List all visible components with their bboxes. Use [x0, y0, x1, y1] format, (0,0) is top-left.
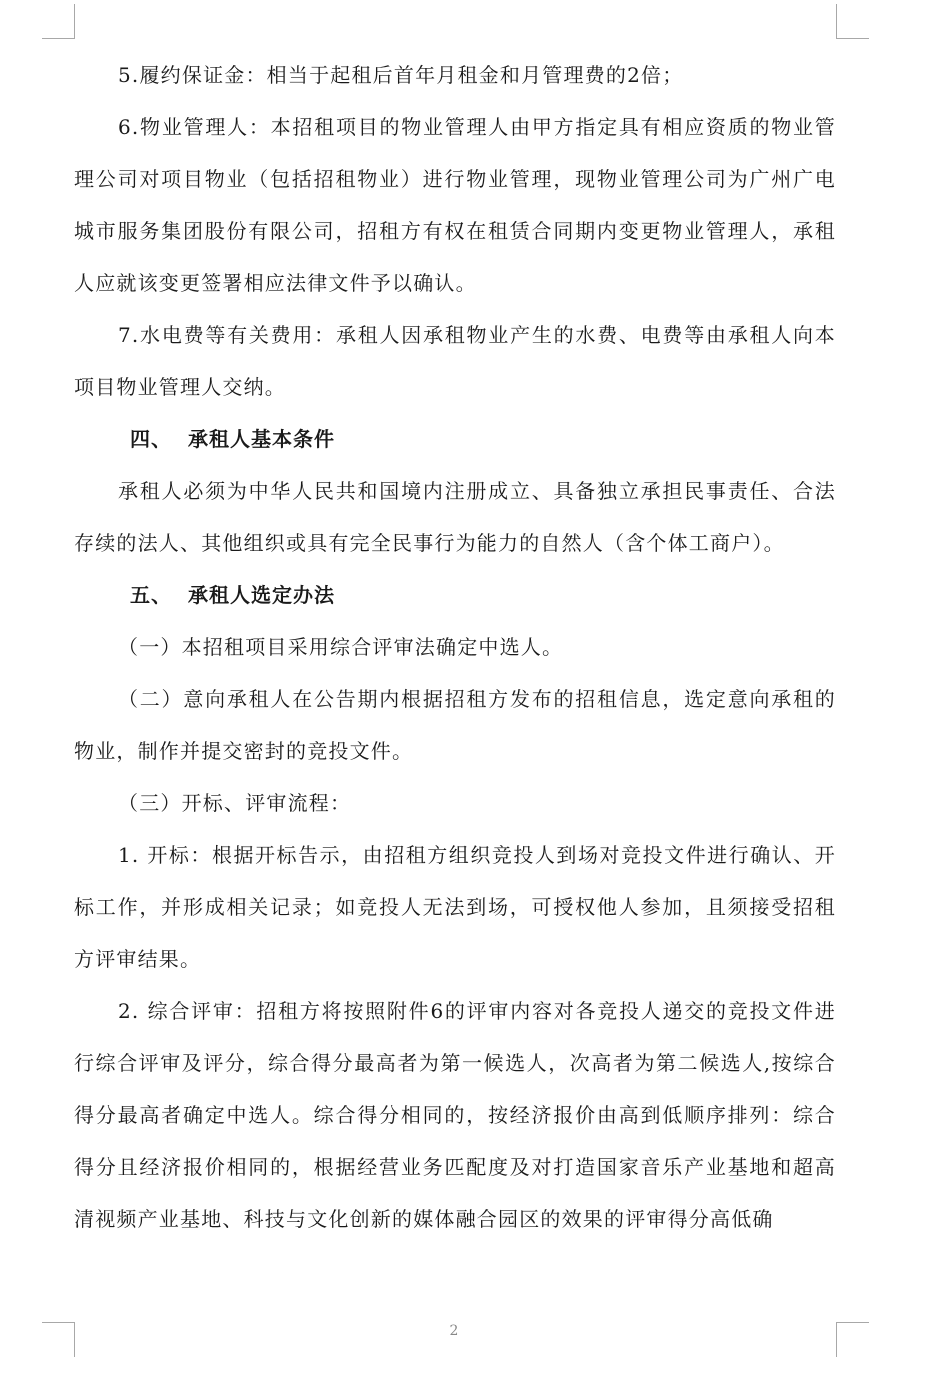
paragraph-deposit: 5.履约保证金：相当于起租后首年月租金和月管理费的2倍；: [118, 63, 684, 87]
crop-mark-top-left: [42, 4, 75, 39]
paragraph-item-2: （二）意向承租人在公告期内根据招租方发布的招租信息，选定意向承租的物业，制作并提交密封的竞投文件。: [74, 687, 836, 763]
paragraph-bid-opening: 1. 开标：根据开标告示，由招租方组织竞投人到场对竞投文件进行确认、开标工作，并形成相关记录；如竞投人无法到场，可授权他人参加，且须接受招租方评审结果。: [74, 843, 836, 971]
section-heading-5-title: 承租人选定办法: [188, 583, 335, 607]
paragraph-item-3: （三）开标、评审流程：: [118, 791, 352, 815]
paragraph-evaluation: 2. 综合评审：招租方将按照附件6的评审内容对各竞投人递交的竞投文件进行综合评审及评分，综合得分最高者为第一候选人，次高者为第二候选人,按综合得分最高者确定中选人。综合得分相同的，按经济报价由高到低顺序排列：综合得分且经济报价相同的，根据经营业务匹配度及对打造国家音乐产业基地和超高清视频产业基地、科技与文化创新的媒体融合园区的效果的评审得分高低确: [74, 999, 836, 1231]
section-heading-4-title: 承租人基本条件: [188, 427, 335, 451]
paragraph-item-1: （一）本招租项目采用综合评审法确定中选人。: [118, 635, 564, 659]
section-heading-4-number: 四、: [130, 427, 172, 451]
document-body: [74, 49, 836, 1245]
section-heading-5-number: 五、: [130, 583, 172, 607]
page-number: 2: [449, 1323, 459, 1339]
paragraph-utility-fees: 7.水电费等有关费用：承租人因承租物业产生的水费、电费等由承租人向本项目物业管理人交纳。: [74, 323, 836, 399]
paragraph-lessee-conditions: 承租人必须为中华人民共和国境内注册成立、具备独立承担民事责任、合法存续的法人、其他组织或具有完全民事行为能力的自然人（含个体工商户）。: [74, 479, 836, 555]
section-heading-4: [74, 413, 836, 465]
crop-mark-top-right: [836, 4, 869, 39]
section-heading-5: [74, 569, 836, 621]
paragraph-property-manager: 6.物业管理人：本招租项目的物业管理人由甲方指定具有相应资质的物业管理公司对项目物业（包括招租物业）进行物业管理，现物业管理公司为广州广电城市服务集团股份有限公司，招租方有权在租赁合同期内变更物业管理人，承租人应就该变更签署相应法律文件予以确认。: [74, 115, 836, 295]
